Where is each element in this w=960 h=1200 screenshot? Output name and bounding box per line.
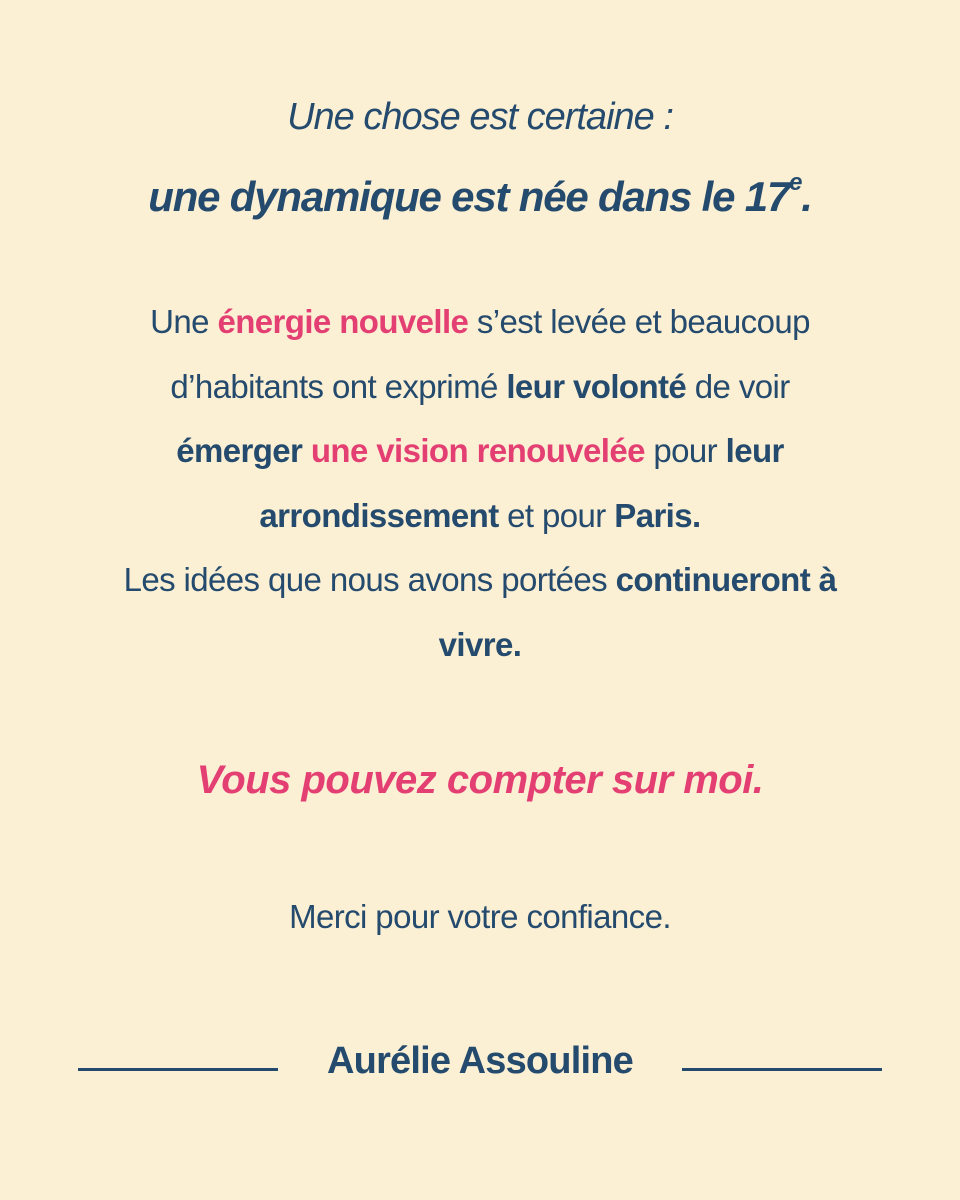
bold-leur: leur — [725, 432, 784, 470]
text-segment: et pour — [498, 496, 615, 534]
intro-line-2-period: . — [801, 173, 812, 220]
bold-arrondissement: arrondissement — [259, 496, 499, 534]
bold-vivre: vivre. — [438, 625, 522, 663]
thanks-text: Merci pour votre confiance. — [289, 898, 671, 935]
highlight-energie-nouvelle: énergie nouvelle — [217, 303, 469, 340]
message-line-1 — [60, 290, 900, 355]
text-segment: pour — [644, 432, 726, 470]
message-line-2 — [60, 355, 900, 420]
divider-right — [682, 1068, 882, 1071]
slogan: Vous pouvez compter sur moi. — [196, 758, 764, 802]
message-line-5 — [60, 548, 900, 613]
highlight-vision-renouvelee: une vision renouvelée — [310, 432, 645, 470]
intro-line-1: Une chose est certaine : — [287, 96, 673, 138]
bold-emerger: émerger — [176, 432, 303, 470]
bold-leur-volonte: leur volonté — [506, 367, 687, 405]
message-line-4 — [60, 484, 900, 549]
text-segment: Une — [150, 303, 218, 340]
text-segment: s’est levée et beaucoup — [468, 303, 810, 340]
bold-continueront: continueront à — [615, 561, 837, 599]
message-line-6 — [60, 613, 900, 678]
ordinal-superscript: e — [789, 169, 802, 196]
intro-line-2 — [0, 169, 960, 221]
bold-paris: Paris. — [614, 496, 701, 534]
text-segment — [302, 432, 311, 469]
message-line-3 — [60, 419, 900, 484]
text-segment: d’habitants ont exprimé — [170, 367, 507, 405]
message-paragraph — [60, 290, 900, 678]
text-segment: Les idées que nous avons portées — [123, 561, 616, 599]
text-segment: de voir — [686, 367, 790, 405]
signature: Aurélie Assouline — [327, 1040, 633, 1082]
intro-line-2-text: une dynamique est née dans le 17 — [148, 173, 790, 220]
